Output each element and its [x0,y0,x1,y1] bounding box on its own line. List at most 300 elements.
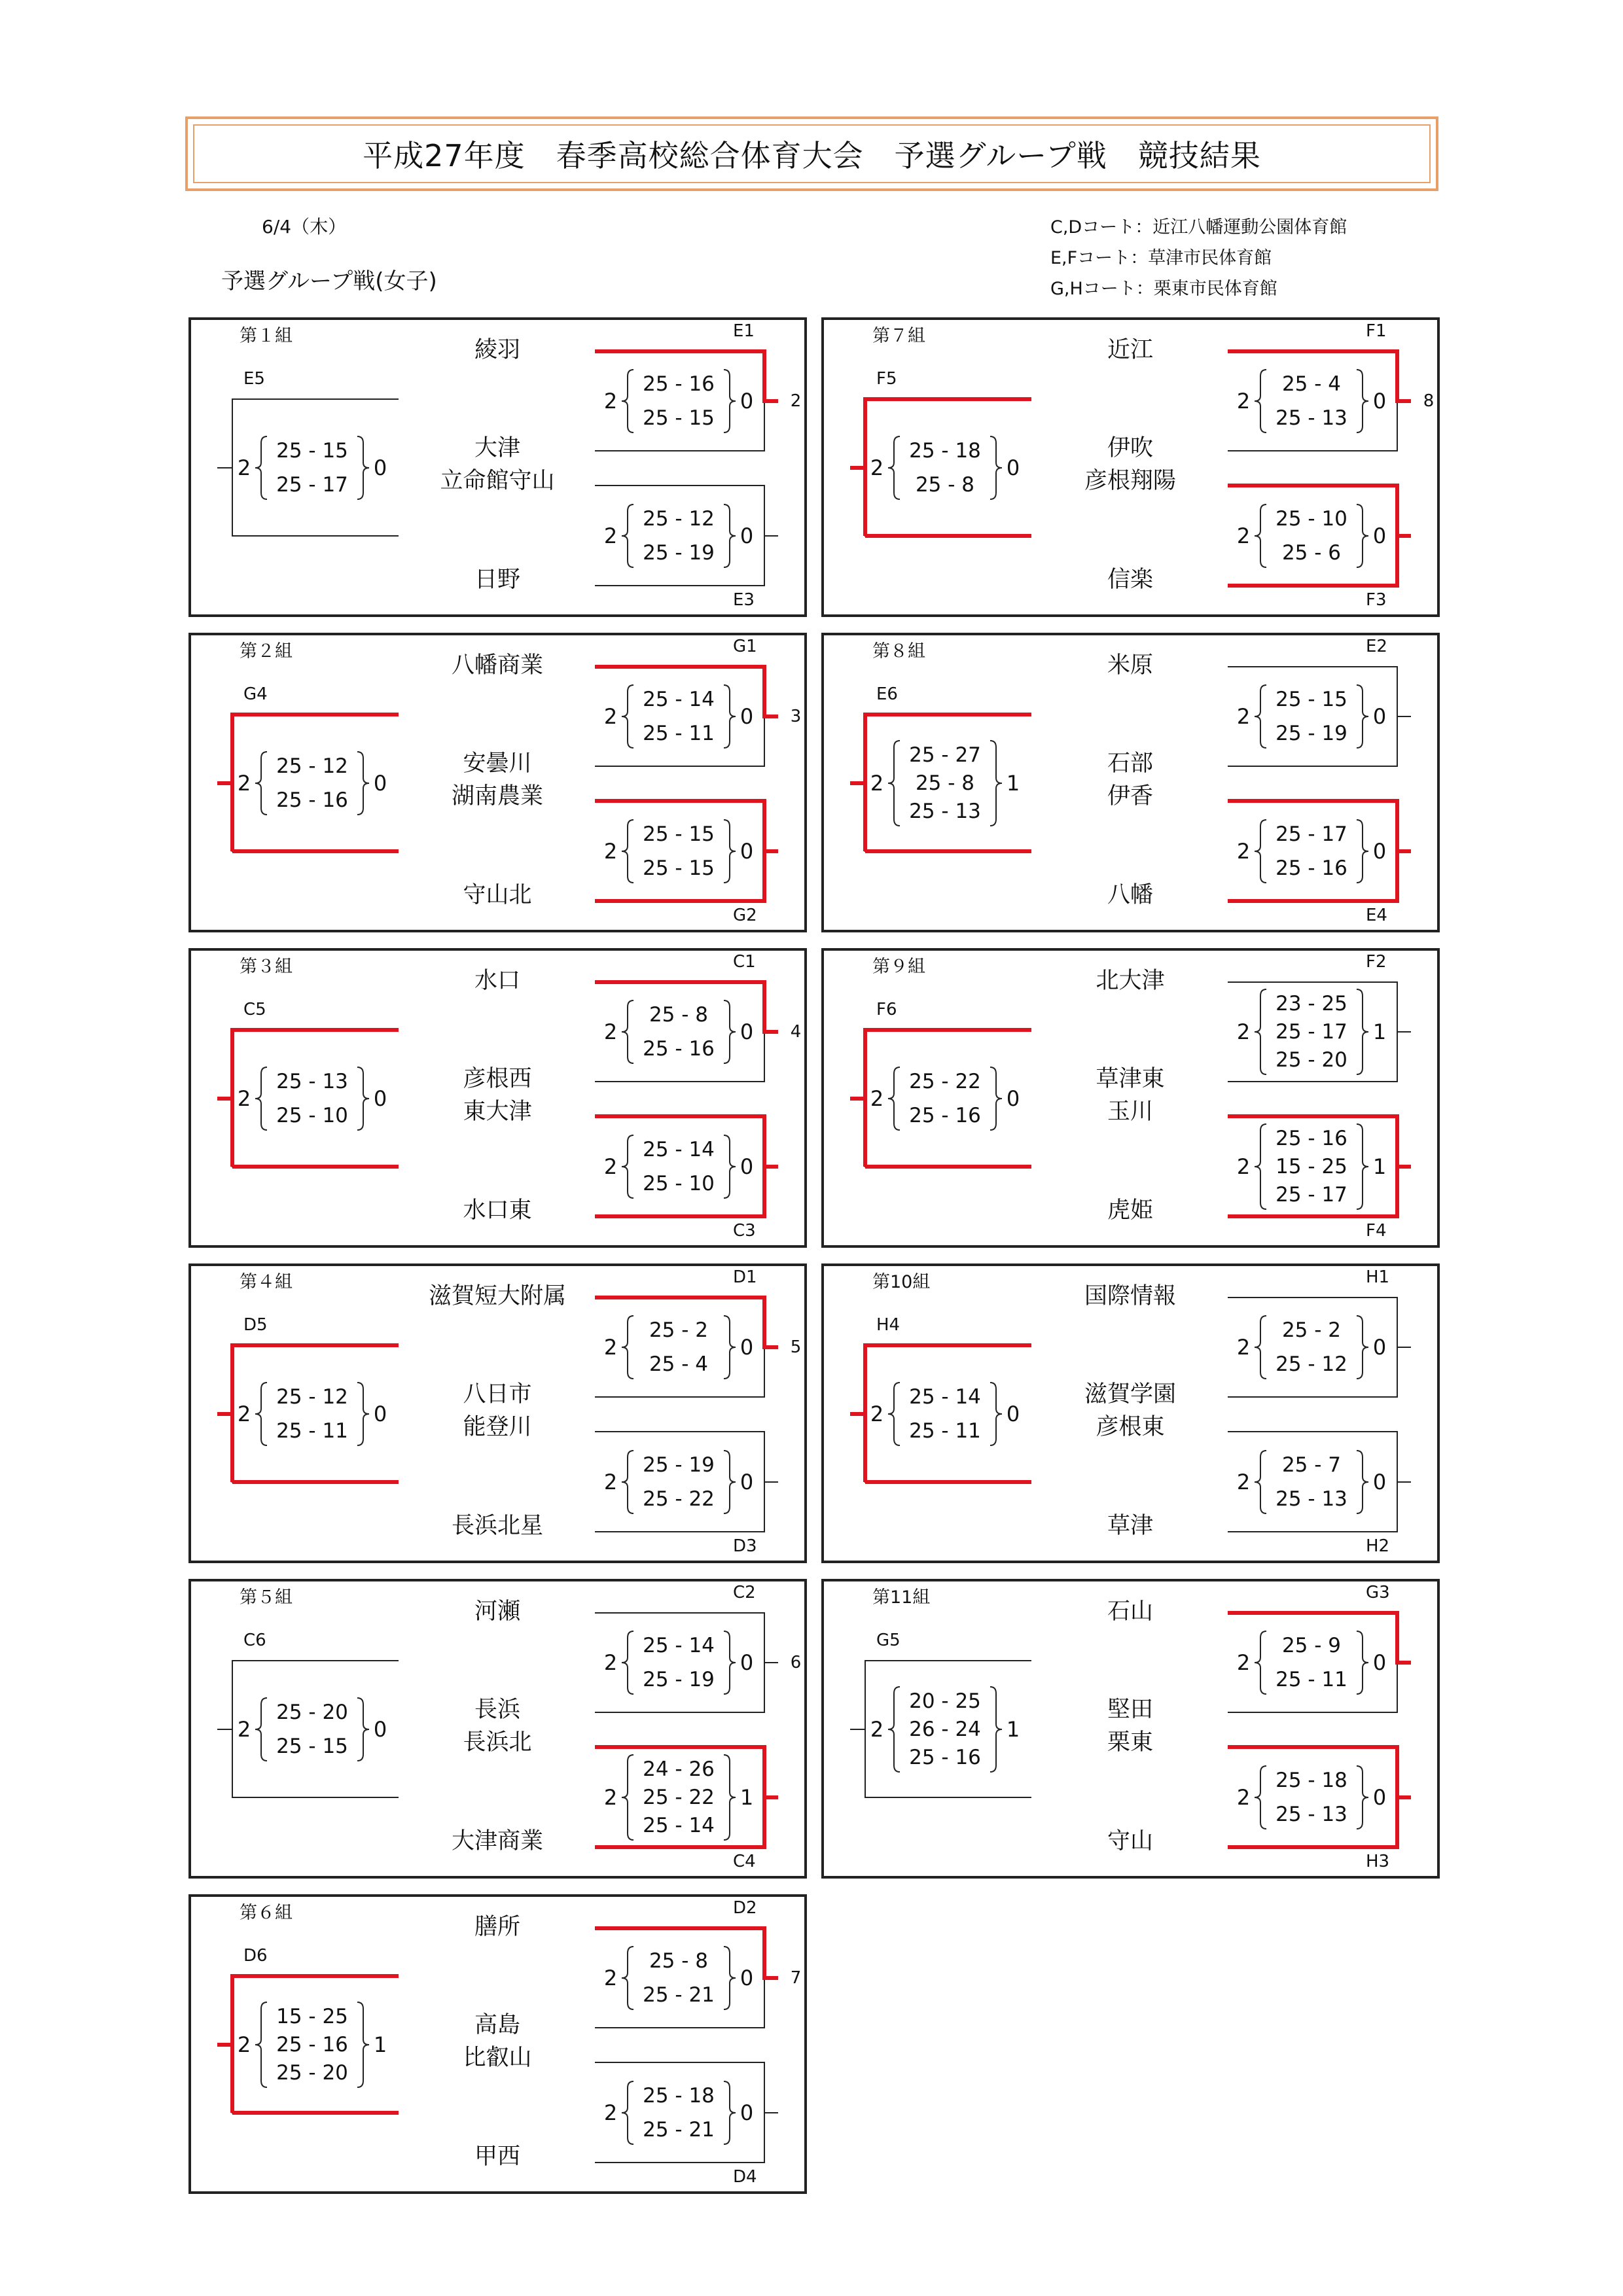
m1-set-score: 25 - 4 [649,1352,709,1376]
group-box [188,633,807,932]
bottom-bracket [1228,486,1397,586]
m3-open-brace [255,752,267,815]
m2-close-brace [1357,820,1368,883]
team-name: 石山 [1107,1598,1154,1625]
m3-close-brace [357,1698,369,1761]
team-name: 守山北 [463,882,532,908]
group-rank-number: 8 [1423,391,1435,411]
m3-close-brace [990,1383,1002,1445]
m2-set-score: 25 - 10 [643,1172,715,1195]
group-box [821,633,1440,932]
court-code-top: G1 [733,637,757,656]
m3-set-score: 25 - 18 [909,439,981,463]
team-name: 国際情報 [1084,1283,1177,1309]
court-code-left: G5 [876,1631,901,1650]
m2-home-sets: 2 [603,1470,618,1494]
team-name: 大津 [474,435,521,461]
m2-open-brace [622,1451,633,1513]
m3-set-score: 25 - 12 [276,1385,348,1409]
m2-open-brace [622,2081,633,2144]
court-code-top: G3 [1366,1583,1390,1602]
m3-close-brace [357,436,369,499]
team-name: 伊香 [1107,783,1154,809]
m3-home-sets: 2 [870,455,884,480]
m2-away-sets: 0 [740,1154,754,1179]
m1-open-brace [1255,370,1266,433]
m3-away-sets: 0 [373,1086,387,1111]
m1-set-score: 25 - 13 [1275,406,1347,430]
m2-set-score: 25 - 18 [1275,1769,1347,1792]
m1-home-sets: 2 [603,1650,618,1675]
page-title: 平成27年度 春季高校総合体育大会 予選グループ戦 競技結果 [193,124,1431,183]
m3-close-brace [357,752,369,815]
m3-set-score: 25 - 17 [276,473,348,497]
court-code-top: C2 [733,1583,756,1602]
m2-set-score: 25 - 22 [643,1786,715,1809]
m3-away-sets: 0 [373,1402,387,1426]
m1-set-score: 25 - 14 [643,688,715,711]
m2-away-sets: 0 [1372,1785,1387,1810]
m1-away-sets: 0 [1372,389,1387,414]
m3-away-sets: 0 [373,1717,387,1742]
court-code-top: D1 [733,1267,757,1287]
m2-home-sets: 2 [1236,523,1251,548]
m2-open-brace [622,1135,633,1198]
m3-open-brace [255,2002,267,2087]
m1-open-brace [622,1316,633,1379]
team-name: 東大津 [463,1099,532,1125]
court-code-bottom: F3 [1366,590,1387,610]
team-name: 長浜北 [463,1729,532,1756]
m2-away-sets: 0 [740,1470,754,1494]
team-name: 伊吹 [1107,435,1154,461]
m2-home-sets: 2 [603,2100,618,2125]
m2-close-brace [1357,504,1368,567]
team-name: 高島 [474,2012,521,2038]
team-name: 大津商業 [451,1828,544,1854]
team-name: 綾羽 [474,337,521,363]
group-box [188,948,807,1248]
group-rank-number: 6 [790,1653,802,1672]
team-name: 米原 [1107,652,1154,679]
top-bracket [595,1613,764,1712]
m3-home-sets: 2 [237,1402,251,1426]
team-name: 堅田 [1107,1697,1154,1723]
team-name: 玉川 [1107,1099,1154,1125]
team-name: 彦根翔陽 [1084,468,1177,494]
top-bracket [595,351,764,451]
m1-close-brace [1357,989,1368,1074]
team-name: 八幡商業 [451,652,544,679]
m1-close-brace [724,1947,736,2009]
m1-open-brace [622,370,633,433]
court-code-left: D6 [243,1946,268,1966]
m1-home-sets: 2 [603,704,618,729]
bottom-bracket [595,801,764,901]
match-date: 6/4（木） [262,216,347,238]
m1-close-brace [1357,685,1368,748]
m1-set-score: 25 - 2 [649,1318,709,1342]
m1-away-sets: 0 [1372,704,1387,729]
m3-open-brace [888,1687,900,1772]
m3-set-score: 25 - 16 [276,788,348,812]
m2-away-sets: 0 [1372,1470,1387,1494]
m1-open-brace [622,1947,633,2009]
m1-open-brace [1255,685,1266,748]
m1-set-score: 25 - 15 [1275,688,1347,711]
team-name: 長浜北星 [451,1513,544,1539]
bottom-bracket [1228,1432,1397,1532]
m3-home-sets: 2 [870,1402,884,1426]
m3-set-score: 20 - 25 [909,1689,981,1713]
m2-set-score: 25 - 15 [643,857,715,880]
m1-set-score: 25 - 11 [643,722,715,745]
court-code-bottom: D4 [733,2167,757,2187]
venue-ef: E,Fコート：草津市民体育館 [1050,248,1272,268]
m3-close-brace [990,1067,1002,1130]
m3-away-sets: 1 [1006,1717,1020,1742]
group-name: 第３組 [240,957,293,977]
group-rank-number: 7 [790,1968,802,1988]
team-name: 河瀬 [474,1598,521,1625]
m2-set-score: 25 - 13 [1275,1487,1347,1511]
m2-set-score: 25 - 19 [643,541,715,565]
team-name: 長浜 [474,1697,521,1723]
m1-close-brace [1357,370,1368,433]
m2-open-brace [1255,1766,1266,1829]
group-box [188,317,807,617]
court-code-left: F5 [876,369,897,389]
m2-set-score: 25 - 21 [643,2118,715,2142]
m1-open-brace [1255,1631,1266,1694]
m3-home-sets: 2 [870,1086,884,1111]
m2-home-sets: 2 [1236,1154,1251,1179]
top-bracket [595,982,764,1082]
venue-gh: G,Hコート：栗東市民体育館 [1050,279,1277,299]
m1-close-brace [724,1631,736,1694]
m3-set-score: 25 - 20 [276,2061,348,2085]
m1-close-brace [724,1316,736,1379]
m1-close-brace [724,1000,736,1063]
m2-open-brace [1255,1451,1266,1513]
m1-set-score: 25 - 15 [643,406,715,430]
court-code-left: H4 [876,1315,901,1335]
team-name: 水口 [474,968,521,994]
m3-set-score: 25 - 11 [276,1419,348,1443]
team-name: 北大津 [1096,968,1165,994]
m1-away-sets: 0 [1372,1650,1387,1675]
m2-set-score: 25 - 14 [643,1814,715,1837]
court-code-bottom: D3 [733,1536,757,1556]
m2-home-sets: 2 [603,1785,618,1810]
m3-open-brace [888,436,900,499]
m3-away-sets: 0 [373,771,387,796]
group-name: 第５組 [240,1587,293,1608]
m2-set-score: 25 - 19 [643,1453,715,1477]
m3-away-sets: 0 [1006,1086,1020,1111]
m2-set-score: 25 - 18 [643,2084,715,2108]
m3-open-brace [888,1383,900,1445]
court-code-top: E1 [733,321,755,341]
court-code-bottom: H2 [1366,1536,1390,1556]
m3-open-brace [255,1698,267,1761]
m2-set-score: 25 - 12 [643,507,715,531]
m3-open-brace [888,1067,900,1130]
bottom-bracket [1228,801,1397,901]
m1-away-sets: 0 [740,1019,754,1044]
court-code-left: E6 [876,684,898,704]
m3-open-brace [255,436,267,499]
m3-set-score: 26 - 24 [909,1718,981,1741]
group-rank-number: 2 [790,391,802,411]
team-name: 石部 [1107,751,1154,777]
m2-set-score: 25 - 13 [1275,1803,1347,1826]
group-name: 第10組 [872,1272,931,1292]
group-name: 第８組 [872,641,925,662]
top-bracket [1228,351,1397,451]
m2-set-score: 25 - 6 [1281,541,1342,565]
m1-away-sets: 0 [740,1650,754,1675]
team-name: 草津東 [1096,1066,1165,1092]
m1-open-brace [1255,1316,1266,1379]
m1-away-sets: 0 [740,1335,754,1360]
m1-close-brace [724,685,736,748]
venue-cd: C,Dコート：近江八幡運動公園体育館 [1050,217,1347,238]
m3-away-sets: 1 [1006,771,1020,796]
title-box [185,116,1438,191]
m3-open-brace [888,741,900,826]
m3-away-sets: 1 [373,2032,387,2057]
m1-home-sets: 2 [1236,389,1251,414]
m2-close-brace [724,1755,736,1840]
m2-close-brace [724,820,736,883]
m3-set-score: 25 - 16 [909,1104,981,1127]
m3-home-sets: 2 [870,771,884,796]
m2-away-sets: 1 [740,1785,754,1810]
group-box [821,1579,1440,1879]
team-name: 八日市 [463,1381,532,1407]
m2-close-brace [1357,1124,1368,1209]
m3-set-score: 25 - 15 [276,439,348,463]
m1-close-brace [1357,1631,1368,1694]
m3-home-sets: 2 [237,2032,251,2057]
team-name: 能登川 [463,1414,532,1440]
m3-set-score: 25 - 27 [909,743,981,767]
m3-set-score: 25 - 8 [915,771,975,795]
m1-open-brace [622,1631,633,1694]
court-code-bottom: C3 [733,1221,756,1241]
court-code-left: F6 [876,1000,897,1019]
m2-home-sets: 2 [603,523,618,548]
group-box [188,1894,807,2194]
m1-away-sets: 0 [740,704,754,729]
team-name: 彦根西 [463,1066,532,1092]
group-name: 第６組 [240,1903,293,1923]
group-box [821,1263,1440,1563]
m2-away-sets: 0 [1372,839,1387,864]
court-code-top: E2 [1366,637,1387,656]
m2-set-score: 25 - 17 [1275,822,1347,846]
m1-close-brace [1357,1316,1368,1379]
m3-set-score: 25 - 16 [276,2033,348,2057]
m1-home-sets: 2 [1236,1335,1251,1360]
m1-home-sets: 2 [1236,1650,1251,1675]
group-rank-number: 5 [790,1337,802,1357]
m3-set-score: 25 - 16 [909,1746,981,1769]
m2-open-brace [622,504,633,567]
m3-away-sets: 0 [1006,1402,1020,1426]
m3-close-brace [990,1687,1002,1772]
m1-away-sets: 0 [740,1966,754,1990]
team-name: 虎姫 [1107,1197,1154,1224]
m3-away-sets: 0 [373,455,387,480]
team-name: 膳所 [474,1914,521,1940]
m2-set-score: 25 - 22 [643,1487,715,1511]
group-box [188,1579,807,1879]
m1-open-brace [622,1000,633,1063]
m3-set-score: 15 - 25 [276,2005,348,2028]
m3-set-score: 25 - 10 [276,1104,348,1127]
m3-set-score: 25 - 8 [915,473,975,497]
m2-home-sets: 2 [1236,839,1251,864]
court-code-top: F2 [1366,952,1387,972]
m2-home-sets: 2 [1236,1470,1251,1494]
m1-home-sets: 2 [603,1335,618,1360]
m3-set-score: 25 - 11 [909,1419,981,1443]
group-rank-number: 3 [790,707,802,726]
court-code-bottom: C4 [733,1852,756,1871]
m3-home-sets: 2 [237,771,251,796]
m3-close-brace [357,1067,369,1130]
bottom-bracket [1228,1747,1397,1847]
team-name: 安曇川 [463,751,532,777]
m2-away-sets: 0 [740,2100,754,2125]
m2-home-sets: 2 [603,839,618,864]
m2-close-brace [1357,1766,1368,1829]
m1-set-score: 25 - 16 [643,1037,715,1061]
m2-set-score: 25 - 17 [1275,1183,1347,1207]
court-code-top: C1 [733,952,756,972]
court-code-top: H1 [1366,1267,1390,1287]
court-code-left: C5 [243,1000,266,1019]
m3-home-sets: 2 [870,1717,884,1742]
m1-home-sets: 2 [1236,1019,1251,1044]
m2-home-sets: 2 [603,1154,618,1179]
team-name: 近江 [1107,337,1154,363]
m2-set-score: 24 - 26 [643,1757,715,1781]
m1-set-score: 25 - 17 [1275,1020,1347,1044]
team-name: 信楽 [1107,567,1154,593]
court-code-top: F1 [1366,321,1387,341]
m3-close-brace [990,436,1002,499]
m3-set-score: 25 - 13 [276,1070,348,1093]
m1-set-score: 25 - 12 [1275,1352,1347,1376]
court-code-bottom: E3 [733,590,755,610]
team-name: 八幡 [1107,882,1154,908]
court-code-bottom: G2 [733,906,757,925]
m1-home-sets: 2 [603,1966,618,1990]
team-name: 彦根東 [1096,1414,1165,1440]
m2-set-score: 15 - 25 [1275,1155,1347,1178]
m1-away-sets: 0 [1372,1335,1387,1360]
m2-close-brace [724,2081,736,2144]
m3-home-sets: 2 [237,1717,251,1742]
group-box [821,317,1440,617]
m3-home-sets: 2 [237,1086,251,1111]
m2-open-brace [622,1755,633,1840]
m2-set-score: 25 - 14 [643,1138,715,1161]
m2-open-brace [1255,504,1266,567]
m1-set-score: 25 - 8 [649,1949,709,1973]
team-name: 守山 [1107,1828,1154,1854]
m1-home-sets: 2 [1236,704,1251,729]
m3-close-brace [990,741,1002,826]
m2-away-sets: 1 [1372,1154,1387,1179]
m2-away-sets: 0 [1372,523,1387,548]
m3-set-score: 25 - 13 [909,800,981,823]
section-heading: 予選グループ戦(女子) [221,268,437,294]
m1-set-score: 25 - 21 [643,1983,715,2007]
m3-close-brace [357,2002,369,2087]
m2-set-score: 25 - 15 [643,822,715,846]
team-name: 比叡山 [463,2045,532,2071]
m2-set-score: 25 - 7 [1281,1453,1342,1477]
m3-open-brace [255,1383,267,1445]
m1-set-score: 25 - 19 [643,1668,715,1691]
m3-away-sets: 0 [1006,455,1020,480]
team-name: 草津 [1107,1513,1154,1539]
group-rank-number: 4 [790,1022,802,1042]
team-name: 栗東 [1107,1729,1154,1756]
court-code-bottom: F4 [1366,1221,1387,1241]
m3-open-brace [255,1067,267,1130]
m1-home-sets: 2 [603,389,618,414]
team-name: 湖南農業 [451,783,544,809]
team-name: 滋賀学園 [1084,1381,1177,1407]
bottom-bracket [595,1432,764,1532]
team-name: 水口東 [463,1197,532,1224]
m1-open-brace [622,685,633,748]
team-name: 甲西 [474,2144,521,2170]
m3-close-brace [357,1383,369,1445]
m1-home-sets: 2 [603,1019,618,1044]
m2-open-brace [1255,1124,1266,1209]
m2-away-sets: 0 [740,523,754,548]
group-box [188,1263,807,1563]
m1-set-score: 25 - 11 [1275,1668,1347,1691]
m1-set-score: 25 - 4 [1281,372,1342,396]
bottom-bracket [595,1116,764,1216]
m2-set-score: 25 - 16 [1275,857,1347,880]
m3-set-score: 25 - 22 [909,1070,981,1093]
m1-set-score: 25 - 16 [643,372,715,396]
m2-close-brace [724,1135,736,1198]
m2-set-score: 25 - 10 [1275,507,1347,531]
group-name: 第１組 [240,326,293,346]
team-name: 滋賀短大附属 [428,1283,567,1309]
m2-open-brace [622,820,633,883]
m1-close-brace [724,370,736,433]
m1-set-score: 25 - 14 [643,1634,715,1657]
m2-open-brace [1255,820,1266,883]
m3-home-sets: 2 [237,455,251,480]
team-name: 立命館守山 [440,468,555,494]
top-bracket [595,667,764,766]
m1-set-score: 25 - 9 [1281,1634,1342,1657]
top-bracket [595,1928,764,2028]
top-bracket [1228,667,1397,766]
m1-set-score: 25 - 19 [1275,722,1347,745]
